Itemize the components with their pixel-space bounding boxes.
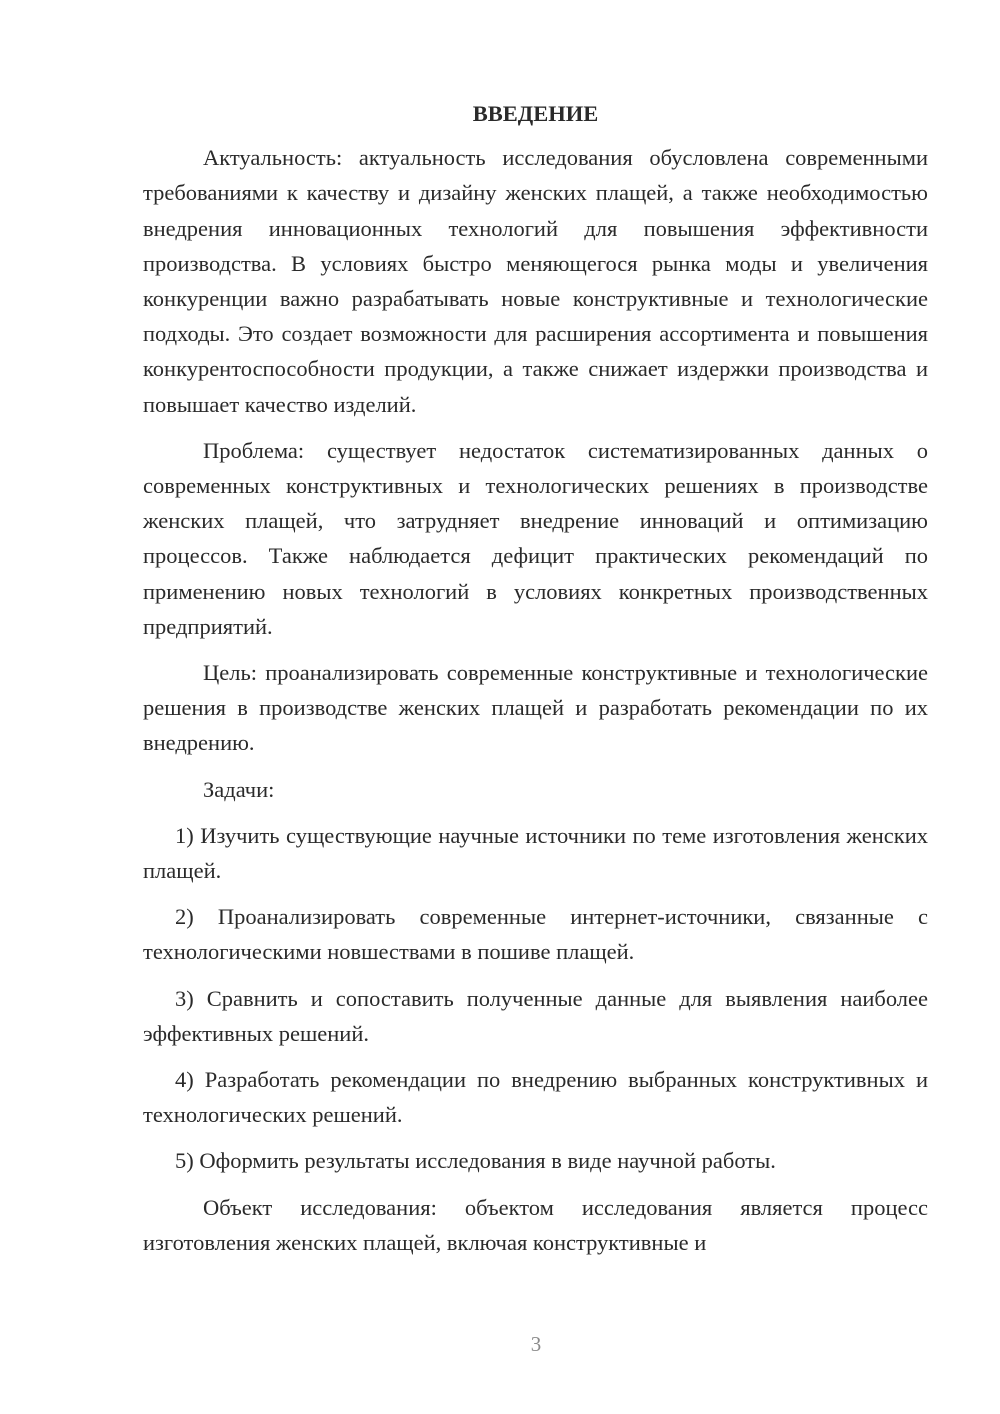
relevance-paragraph: Актуальность: актуальность исследования обусловлена современными требованиями к качеству и дизайну женских плащей, а также необходимостью внедрения инновационных технологий для повышения эффективности производства. В условиях быстро меняющегося рынка моды и увеличения конкуренции важно разрабатывать новые конструктивные и технологические подходы. Это создает возможности для расширения ассортимента и повышения конкурентоспособности продукции, а также снижает издержки производства и повышает качество изделий.	[143, 145, 928, 417]
task-item-2: 2) Проанализировать современные интернет-источники, связанные с технологическими новшествами в пошиве плащей.	[143, 904, 928, 965]
object-paragraph: Объект исследования: объектом исследования является процесс изготовления женских плащей, включая конструктивные и	[143, 1194, 928, 1255]
task-item-5: 5) Оформить результаты исследования в виде научной работы.	[175, 1148, 776, 1174]
task-item-4: 4) Разработать рекомендации по внедрению выбранных конструктивных и технологических решений.	[143, 1067, 928, 1128]
page-number: 3	[530, 1332, 542, 1356]
tasks-heading: Задачи:	[203, 776, 275, 802]
task-item-3: 3) Сравнить и сопоставить полученные данные для выявления наиболее эффективных решений.	[143, 985, 928, 1046]
page-body	[143, 96, 928, 1271]
problem-paragraph: Проблема: существует недостаток систематизированных данных о современных конструктивных и технологических решениях в производстве женских плащей, что затрудняет внедрение инноваций и оптимизацию процессов. Также наблюдается дефицит практических рекомендаций по применению новых технологий в условиях конкретных производственных предприятий.	[143, 437, 928, 639]
task-item-1: 1) Изучить существующие научные источники по теме изготовления женских плащей.	[143, 822, 928, 884]
page-title: ВВЕДЕНИЕ	[472, 101, 599, 126]
goal-paragraph: Цель: проанализировать современные конструктивные и технологические решения в производстве женских плащей и разработать рекомендации по их внедрению.	[143, 660, 928, 756]
